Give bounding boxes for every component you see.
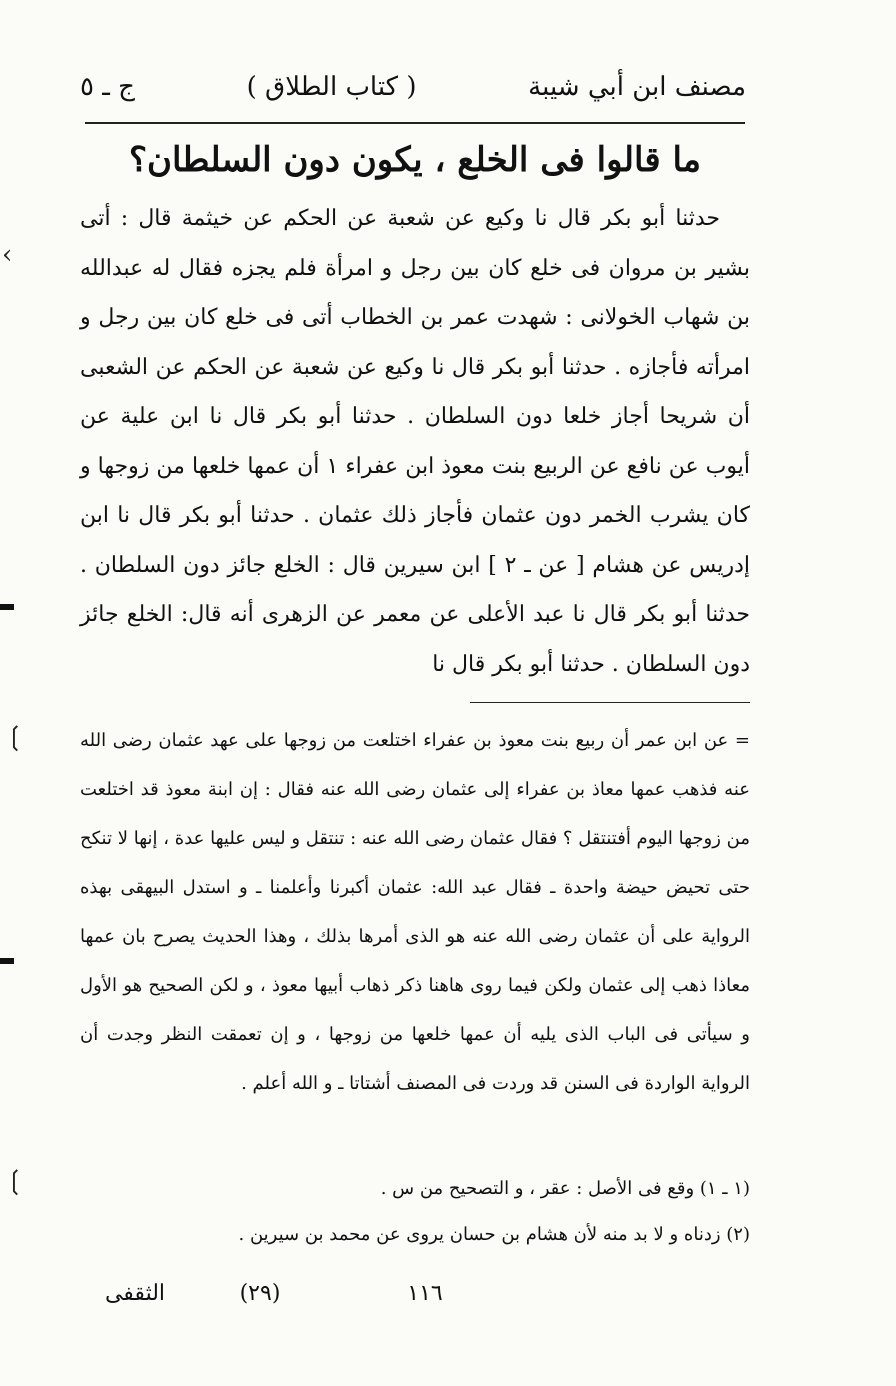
page-header — [80, 62, 746, 112]
footnote-continuation — [80, 716, 750, 1108]
main-text — [80, 194, 750, 689]
footnotes — [80, 1166, 750, 1258]
header-rule — [85, 122, 745, 124]
page-number: ١١٦ — [407, 1281, 443, 1306]
margin-hook-mark: ‹ — [2, 240, 13, 270]
footnote-2: (٢) زدناه و لا بد منه لأن هشام بن حسان يروى عن محمد بن سيرين . — [238, 1224, 750, 1245]
book-title: مصنف ابن أبي شيبة — [528, 72, 746, 102]
margin-bracket-mark: ❲ — [4, 1166, 26, 1196]
margin-bracket-mark: ❲ — [4, 722, 26, 752]
section-title: ( كتاب الطلاق ) — [246, 72, 417, 102]
printer-name: الثقفى — [104, 1281, 166, 1306]
signature-mark: (٢٩) — [239, 1281, 281, 1306]
main-paragraph: حدثنا أبو بكر قال نا وكيع عن شعبة عن الحكم عن خيثمة قال : أتى بشير بن مروان فى خلع كان بين رجل و امرأة فلم يجزه فقال له عبدالله بن شهاب الخولانى : شهدت عمر بن الخطاب أتى فى خلع كان بين رجل و امرأته فأجازه . حدثنا أبو بكر قال نا وكيع عن شعبة عن الحكم عن الشعبى أن شريحا أجاز خلعا دون السلطان . حدثنا أبو بكر قال نا ابن علية عن أيوب عن نافع عن الربيع بنت معوذ ابن عفراء ١ أن عمها خلعها من زوجها و كان يشرب الخمر دون عثمان فأجاز ذلك عثمان . حدثنا أبو بكر قال نا ابن إدريس عن هشام [ عن ـ ٢ ] ابن سيرين قال : الخلع جائز دون السلطان . حدثنا أبو بكر قال نا عبد الأعلى عن معمر عن الزهرى أنه قال: الخلع جائز دون السلطان . حدثنا أبو بكر قال نا — [80, 206, 751, 677]
volume-number: ج ـ ٥ — [80, 72, 135, 102]
footnote-paragraph: = عن ابن عمر أن ربيع بنت معوذ بن عفراء اختلعت من زوجها على عهد عثمان رضى الله عنه فذهب عمها معاذ بن عفراء إلى عثمان رضى الله عنه فقال : إن ابنة معوذ قد اختلعت من زوجها اليوم أفتنتقل ؟ فقال عثمان رضى الله عنه : تنتقل و ليس عليها عدة ، إنها لا تنكح حتى تحيض حيضة واحدة ـ فقال عبد الله: عثمان أكبرنا وأعلمنا ـ و استدل البيهقى بهذه الرواية على أن عثمان رضى الله عنه هو الذى أمرها بذلك ، وهذا الحديث يصرح بان عمها معاذا ذهب إلى عثمان ولكن فيما روى هاهنا ذكر ذهاب أبيها معوذ ، و لكن الصحيح هو الأول و سيأتى فى الباب الذى يليه أن عمها خلعها من زوجها ، و إن تعمقت النظر وجدت أن الرواية الواردة فى السنن قد وردت فى المصنف أشتاتا ـ و الله أعلم . — [80, 730, 750, 1094]
footnote-rule — [470, 702, 750, 703]
margin-bar-mark — [0, 604, 14, 610]
footnote-1: (١ ـ ١) وقع فى الأصل : عقر ، و التصحيح من س . — [380, 1178, 750, 1199]
margin-bar-mark — [0, 958, 14, 964]
chapter-title: ما قالوا فى الخلع ، يكون دون السلطان؟ — [128, 140, 702, 180]
